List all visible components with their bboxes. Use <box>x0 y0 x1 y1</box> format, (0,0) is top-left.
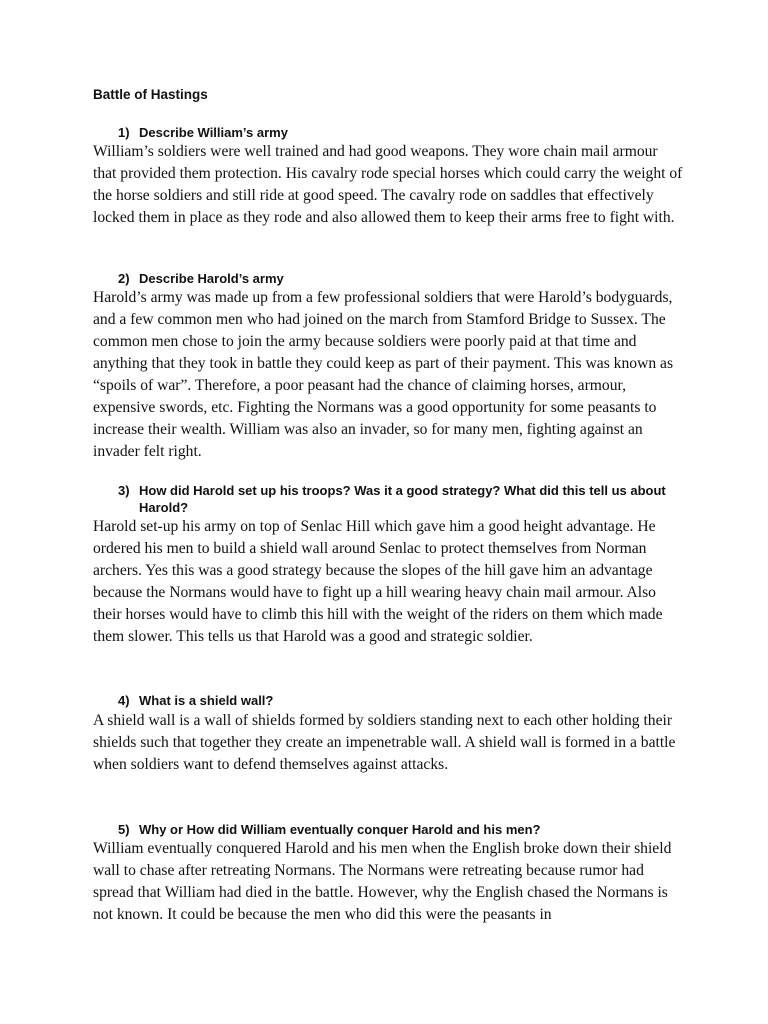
answer-1: William’s soldiers were well trained and had good weapons. They wore chain mail armour that provided them protection. His cavalry rode special horses which could carry the weight of the horse soldiers and still ride at good speed. The cavalry rode on saddles that effectively locked them in place as they rode and also allowed them to keep their arms free to fight with. <box>93 143 683 226</box>
question-4-heading <box>118 692 688 709</box>
question-3-number: 3) <box>118 483 130 498</box>
document-title: Battle of Hastings <box>93 87 208 102</box>
answer-2: Harold’s army was made up from a few professional soldiers that were Harold’s bodyguards, and a few common men who had joined on the march from Stamford Bridge to Sussex. The common men chose to join the army because soldiers were poorly paid at that time and anything that they took in battle they could keep as part of their payment. This was known as “spoils of war”. Therefore, a poor peasant had the chance of claiming horses, armour, expensive swords, etc. Fighting the Normans was a good opportunity for some peasants to increase their wealth. William was also an invader, so for many men, fighting against an invader felt right. <box>93 289 674 460</box>
question-1-heading <box>118 124 688 141</box>
question-3-heading <box>118 482 688 516</box>
question-4-number: 4) <box>118 693 130 708</box>
answer-5: William eventually conquered Harold and his men when the English broke down their shield wall to chase after retreating Normans. The Normans were retreating because rumor had spread that William had died in the battle. However, why the English chased the Normans is not known. It could be because the men who did this were the peasants in <box>93 840 672 923</box>
question-1-text: Describe William’s army <box>139 125 288 140</box>
question-4-text: What is a shield wall? <box>139 693 274 708</box>
question-5-text: Why or How did William eventually conquer Harold and his men? <box>139 822 541 837</box>
question-2-number: 2) <box>118 271 130 286</box>
answer-3: Harold set-up his army on top of Senlac Hill which gave him a good height advantage. He ordered his men to build a shield wall around Senlac to protect themselves from Norman archers. Yes this was a good strategy because the slopes of the hill gave him an advantage because the Normans would have to fight up a hill wearing heavy chain mail armour. Also their horses would have to climb this hill with the weight of the riders on them which made them slower. This tells us that Harold was a good and strategic soldier. <box>93 518 663 645</box>
question-5-number: 5) <box>118 822 130 837</box>
question-3-text: How did Harold set up his troops? Was it a good strategy? What did this tell us about Harold? <box>139 483 666 515</box>
question-5-heading <box>118 821 688 838</box>
question-2-heading <box>118 270 688 287</box>
question-1-number: 1) <box>118 125 130 140</box>
question-2-text: Describe Harold’s army <box>139 271 284 286</box>
answer-4: A shield wall is a wall of shields formed by soldiers standing next to each other holding their shields such that together they create an impenetrable wall. A shield wall is formed in a battle when soldiers want to defend themselves against attacks. <box>93 712 676 773</box>
